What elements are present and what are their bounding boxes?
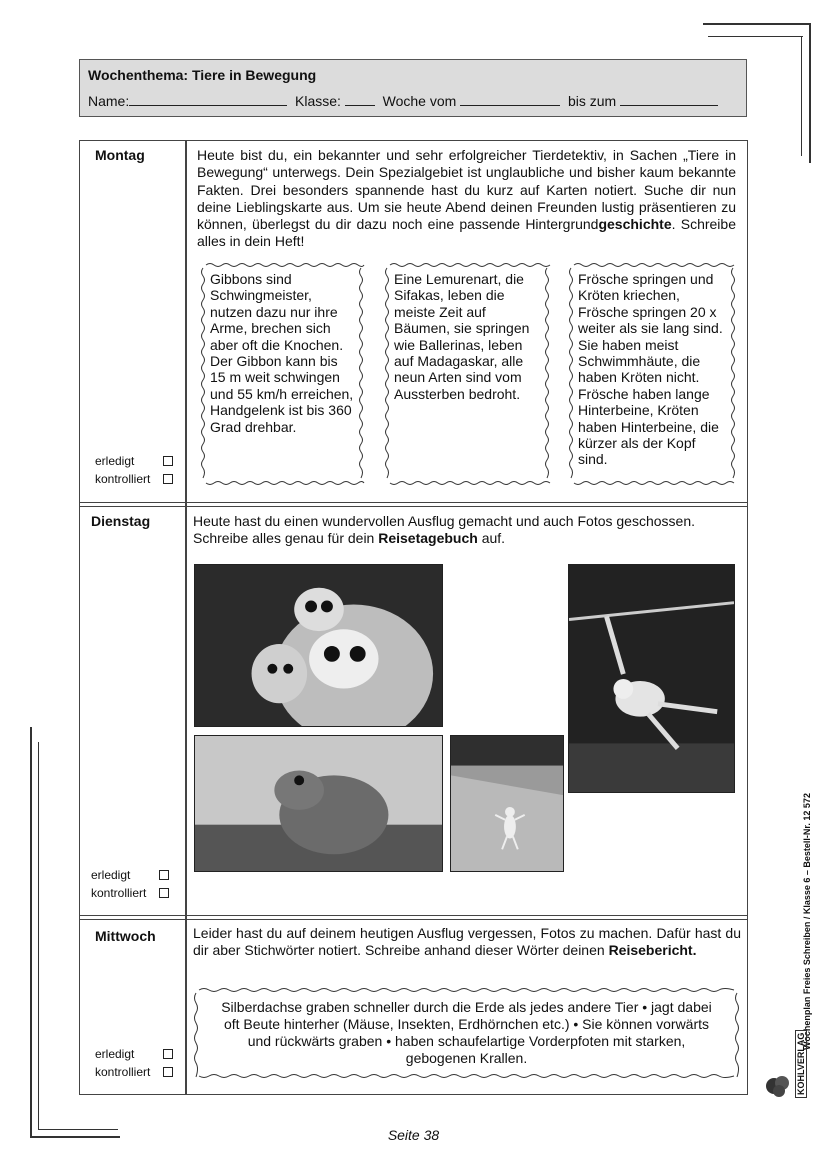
fact-card-lemur xyxy=(384,262,551,486)
tuesday-text-b: auf. xyxy=(477,530,506,547)
weekly-plan-table xyxy=(79,140,748,1095)
tuesday-text-a: Heute hast du einen wundervollen Ausflug gemacht und auch Fotos geschossen. Schreibe alles genau für dein xyxy=(193,513,695,547)
corner-line xyxy=(30,727,32,1137)
checked-label: kontrolliert xyxy=(95,1065,151,1079)
checked-label: kontrolliert xyxy=(95,472,151,486)
done-checkbox[interactable] xyxy=(163,1049,173,1059)
corner-line xyxy=(809,23,811,163)
side-publisher-info: Wochenplan Freies Schreiben / Klasse 6 – Bestell-Nr. 12 572 xyxy=(802,793,812,1050)
row-divider xyxy=(80,915,747,920)
weekly-topic-title: Wochenthema: Tiere in Bewegung xyxy=(88,67,317,83)
done-label: erledigt xyxy=(95,454,135,468)
header-box xyxy=(79,59,747,117)
checked-checkbox[interactable] xyxy=(159,888,169,898)
day-label-wednesday: Mittwoch xyxy=(95,928,156,944)
keyword-card xyxy=(193,987,740,1079)
tuesday-text-bold: Reisetagebuch xyxy=(378,530,478,547)
name-field[interactable] xyxy=(129,93,287,106)
fact-card-text: Eine Lemurenart, die Sifakas, leben die meiste Zeit auf Bäumen, sie springen wie Ballerinas, leben auf Madagaskar, alle neun Arten sind vom Aussterben bedroht. xyxy=(394,271,530,402)
keyword-text: Silberdachse graben schneller durch die Erde als jedes andere Tier • jagt dabei oft Beute hinterher (Mäuse, Insekten, Erdhörnchen etc.) • Sie können vorwärts und rückwärts graben • haben schaufelartige Vorderpfoten mit starken, gebogenen Krallen. xyxy=(221,999,712,1066)
checklist-tuesday xyxy=(91,866,169,902)
done-checkbox[interactable] xyxy=(163,456,173,466)
wednesday-instructions xyxy=(193,925,741,960)
publisher-name: KOHLVERLAG xyxy=(795,1030,807,1098)
week-label: Woche vom xyxy=(382,93,457,109)
lemur-photo xyxy=(194,564,443,727)
class-field[interactable] xyxy=(345,93,375,106)
corner-line xyxy=(801,36,802,156)
until-label: bis zum xyxy=(567,93,617,109)
publisher-logo xyxy=(765,1072,791,1098)
checklist-wednesday xyxy=(95,1045,173,1081)
monday-text-bold: geschichte xyxy=(598,216,672,233)
fact-card-text: Frösche springen und Kröten kriechen, Frösche springen 20 x weiter als sie lang sind. Sie haben meist Schwimmhäute, die haben Kröten nicht. Frösche haben lange Hinterbeine, Kröten haben Hinterbeine, die kürzer als der Kopf sind. xyxy=(578,271,723,468)
done-label: erledigt xyxy=(95,1047,135,1061)
gibbon-photo xyxy=(568,564,735,793)
name-label: Name: xyxy=(88,93,130,109)
tuesday-instructions xyxy=(193,513,741,548)
name-row xyxy=(88,93,718,109)
day-label-monday: Montag xyxy=(95,147,145,163)
fact-card-frog xyxy=(568,262,737,486)
done-label: erledigt xyxy=(91,868,131,882)
week-until-field[interactable] xyxy=(620,93,718,106)
wednesday-text-a: Leider hast du auf deinem heutigen Ausflug vergessen, Fotos zu machen. Dafür hast du dir aber Stichwörter notiert. Schreibe anhand dieser Wörter deinen xyxy=(193,925,741,959)
checked-label: kontrolliert xyxy=(91,886,147,900)
checked-checkbox[interactable] xyxy=(163,1067,173,1077)
column-divider xyxy=(185,141,187,1094)
class-label: Klasse: xyxy=(295,93,341,109)
monday-instructions xyxy=(197,147,736,251)
checklist-monday xyxy=(95,452,173,488)
done-checkbox[interactable] xyxy=(159,870,169,880)
wednesday-text-bold: Reisebericht. xyxy=(608,942,697,959)
toad-photo xyxy=(194,735,443,872)
fact-card-gibbon xyxy=(200,262,365,486)
fact-card-text: Gibbons sind Schwingmeister, nutzen dazu nur ihre Arme, brechen sich aber oft die Knochen. Der Gibbon kann bis 15 m weit schwingen und 55 km/h erreichen, Handgelenk ist bis 360 Grad drehbar. xyxy=(210,271,354,435)
sifaka-photo xyxy=(450,735,564,872)
row-divider xyxy=(80,502,747,507)
week-from-field[interactable] xyxy=(460,93,560,106)
day-label-tuesday: Dienstag xyxy=(91,513,151,529)
corner-line xyxy=(708,36,803,37)
corner-line xyxy=(38,742,39,1130)
monday-text-b: . Schreibe alles in dein Heft! xyxy=(197,216,736,250)
checked-checkbox[interactable] xyxy=(163,474,173,484)
page-number: Seite 38 xyxy=(387,1127,440,1143)
monday-text-a: Heute bist du, ein bekannter und sehr erfolgreicher Tierdetektiv, in Sachen „Tiere in Bewegung“ unterwegs. Dein Spezialgebiet ist unglaubliche und bisher kaum bekannte Fakten. Drei besonders spannende hast du kurz auf Karten notiert. Suche dir nun deine Lieblingskarte aus. Um sie heute Abend deinen Freunden lustig präsentieren zu können, überlegst du dir dazu noch eine passende Hintergrund xyxy=(197,147,736,233)
corner-line xyxy=(703,23,811,25)
